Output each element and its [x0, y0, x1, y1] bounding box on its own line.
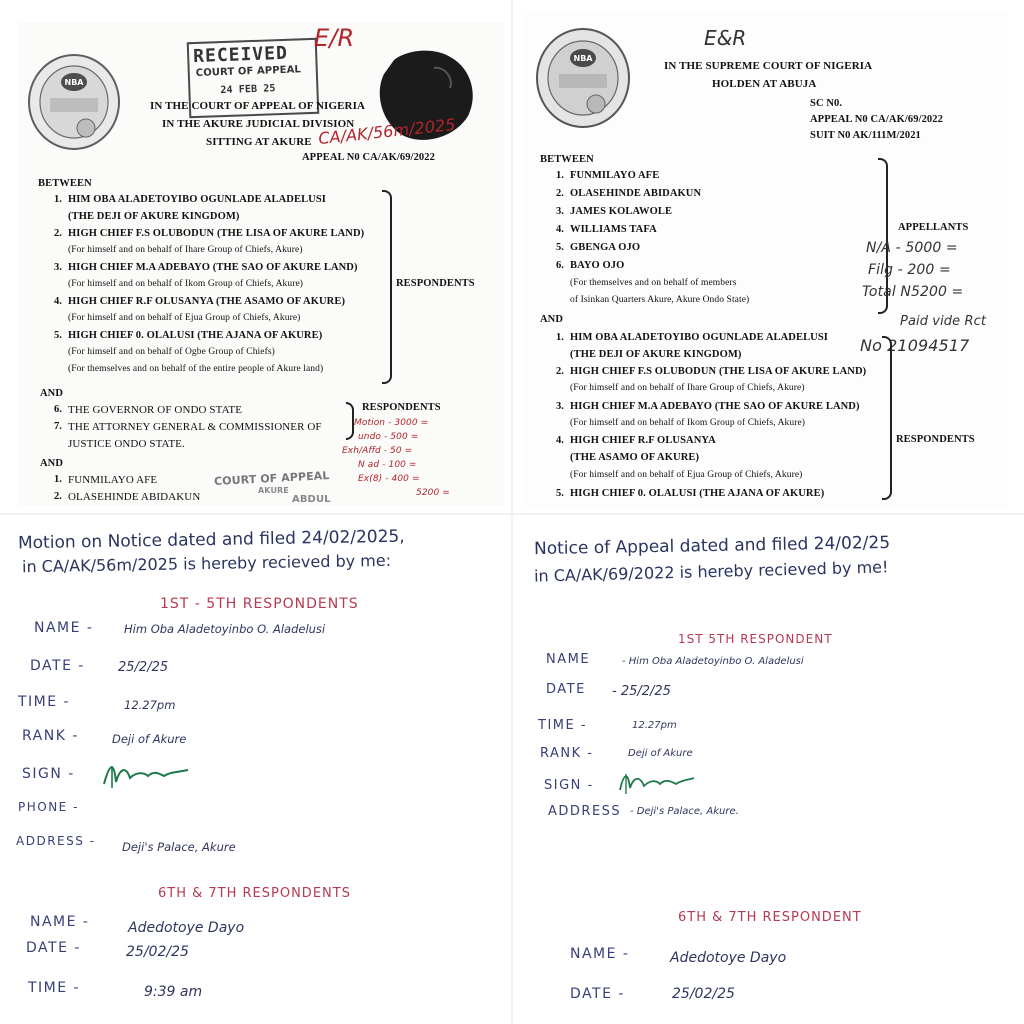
- field-value-time: 12.27pm: [124, 698, 176, 712]
- field-label-name: NAME -: [30, 914, 90, 930]
- party-number: 6.: [556, 260, 564, 271]
- court-title-line-1: IN THE COURT OF APPEAL OF NIGERIA: [150, 100, 366, 112]
- bottom-court-stamp-2: AKURE: [258, 486, 289, 495]
- party-name: HIM OBA ALADETOYIBO OGUNLADE ALADELUSI: [570, 332, 828, 343]
- fee-note: Motion - 3000 =: [354, 418, 429, 428]
- fee-note: Exh/Affd - 50 =: [342, 446, 413, 456]
- bottom-court-stamp-3: ABDUL: [292, 494, 331, 505]
- party-name: HIGH CHIEF F.S OLUBODUN (THE LISA OF AKURE LAND): [570, 366, 867, 377]
- sc-number: SC N0.: [810, 98, 843, 109]
- and-label: AND: [40, 388, 64, 399]
- between-label: BETWEEN: [38, 178, 92, 189]
- party-name: JAMES KOLAWOLE: [570, 206, 673, 217]
- field-label-sign: SIGN -: [544, 778, 594, 793]
- signature-icon: [616, 768, 696, 798]
- respondents-brace: [382, 190, 392, 384]
- party-number: 7.: [54, 421, 62, 432]
- party-number: 5.: [556, 488, 564, 499]
- party-name: HIGH CHIEF R.F OLUSANYA (THE ASAMO OF AKURE): [68, 296, 346, 307]
- field-value-time: 12.27pm: [632, 720, 677, 731]
- field-value-name: - Him Oba Aladetoyinbo O. Aladelusi: [622, 656, 804, 667]
- party-number: 3.: [556, 206, 564, 217]
- party-name: HIGH CHIEF 0. OLALUSI (THE AJANA OF AKURE): [570, 488, 825, 499]
- party-number: 1.: [556, 332, 564, 343]
- party-number: 5.: [54, 330, 62, 341]
- respondents-brace-b: [346, 402, 354, 440]
- field-label-date: DATE -: [570, 986, 625, 1002]
- respondents-label-b: RESPONDENTS: [362, 402, 441, 413]
- field-label-address: ADDRESS: [548, 804, 622, 819]
- field-label-time: TIME -: [18, 694, 71, 710]
- handwritten-receipt-appeal: [522, 522, 1010, 1012]
- field-value-address: - Deji's Palace, Akure.: [630, 806, 739, 817]
- stamp-received-text: RECEIVED: [192, 42, 289, 68]
- supreme-court-page: [522, 14, 1008, 506]
- handwritten-case-number: CA/AK/56m/2025: [317, 114, 457, 149]
- handwritten-receipt-motion: [14, 522, 504, 1012]
- field-label-name: NAME -: [34, 620, 94, 636]
- fee-note: 5200 =: [416, 488, 450, 498]
- receipt-number: No 21094517: [860, 336, 970, 355]
- handwritten-er-mark: E/R: [314, 24, 355, 52]
- party-name: BAYO OJO: [570, 260, 625, 271]
- field-value-rank: Deji of Akure: [112, 732, 187, 746]
- field-value-date: 25/02/25: [672, 986, 735, 1002]
- svg-text:NBA: NBA: [573, 54, 593, 63]
- field-value-time: 9:39 am: [144, 984, 203, 1000]
- nba-seal-icon: [26, 52, 122, 152]
- party-detail: (THE DEJI OF AKURE KINGDOM): [570, 349, 742, 360]
- field-label-rank: RANK -: [22, 728, 79, 744]
- and-label: AND: [540, 314, 564, 325]
- between-label: BETWEEN: [540, 154, 594, 165]
- party-detail: (For himself and on behalf of Ejua Group of Chiefs, Akure): [68, 313, 301, 323]
- handwritten-er-mark: E&R: [704, 26, 747, 50]
- party-name: WILLIAMS TAFA: [570, 224, 657, 235]
- party-name: JUSTICE ONDO STATE.: [68, 438, 185, 450]
- bottom-court-stamp: COURT OF APPEAL: [213, 468, 330, 489]
- stamp-date-text: 24 FEB 25: [220, 83, 276, 97]
- court-title-line-2: HOLDEN AT ABUJA: [712, 78, 817, 90]
- party-detail: (For himself and on behalf of Ikom Group of Chiefs, Akure): [68, 279, 304, 289]
- party-number: 4.: [54, 296, 62, 307]
- party-name: FUNMILAYO AFE: [68, 474, 158, 486]
- court-of-appeal-page: [18, 22, 504, 506]
- section-heading: 1ST 5TH RESPONDENT: [678, 632, 833, 646]
- party-number: 1.: [54, 194, 62, 205]
- respondents-label: RESPONDENTS: [396, 278, 475, 289]
- appellants-detail: (For themselves and on behalf of members: [570, 278, 737, 288]
- field-value-address: Deji's Palace, Akure: [122, 840, 236, 854]
- fee-note: Ex(8) - 400 =: [358, 474, 420, 484]
- section-heading-2: 6TH & 7TH RESPONDENT: [678, 910, 862, 925]
- collage-divider-vertical: [511, 0, 513, 1024]
- party-number: 3.: [556, 401, 564, 412]
- party-number: 2.: [54, 491, 62, 502]
- field-label-date: DATE -: [30, 658, 85, 674]
- field-value-name: Adedotoye Dayo: [128, 920, 245, 936]
- party-name: HIGH CHIEF M.A ADEBAYO (THE SAO OF AKURE LAND): [570, 401, 860, 412]
- party-name: GBENGA OJO: [570, 242, 641, 253]
- section-heading: 1ST - 5TH RESPONDENTS: [160, 596, 359, 612]
- stamp-court-text: COURT OF APPEAL: [195, 64, 302, 79]
- fee-note: N ad - 100 =: [358, 460, 417, 470]
- party-number: 2.: [556, 366, 564, 377]
- party-name: HIM OBA ALADETOYIBO OGUNLADE ALADELUSI: [68, 194, 326, 205]
- field-value-date: 25/2/25: [118, 660, 169, 675]
- party-name: HIGH CHIEF F.S OLUBODUN (THE LISA OF AKURE LAND): [68, 228, 365, 239]
- field-label-time: TIME -: [28, 980, 81, 996]
- court-title-line-1: IN THE SUPREME COURT OF NIGERIA: [664, 60, 873, 72]
- party-detail: (For himself and on behalf of Ejua Group of Chiefs, Akure): [570, 470, 803, 480]
- appeal-number: APPEAL N0 CA/AK/69/2022: [302, 152, 435, 163]
- field-label-date: DATE -: [26, 940, 81, 956]
- signature-icon: [100, 758, 192, 792]
- respondents-brace: [882, 336, 892, 500]
- field-value-date: 25/02/25: [126, 944, 189, 960]
- appellants-detail: of Isinkan Quarters Akure, Akure Ondo State): [570, 295, 750, 305]
- field-label-phone: PHONE -: [18, 800, 79, 814]
- party-detail: (THE ASAMO OF AKURE): [570, 452, 700, 463]
- section-heading-2: 6TH & 7TH RESPONDENTS: [158, 886, 351, 901]
- receipt-line-1: Motion on Notice dated and filed 24/02/2025,: [17, 526, 405, 554]
- fee-note: N/A - 5000 =: [866, 240, 958, 256]
- nba-seal-icon: [534, 26, 632, 130]
- party-name: HIGH CHIEF 0. OLALUSI (THE AJANA OF AKURE): [68, 330, 323, 341]
- party-detail: (For himself and on behalf of Ikom Group of Chiefs, Akure): [570, 418, 806, 428]
- party-number: 5.: [556, 242, 564, 253]
- party-number: 1.: [54, 474, 62, 485]
- collage-divider-horizontal: [0, 513, 1024, 515]
- party-number: 3.: [54, 262, 62, 273]
- party-number: 6.: [54, 404, 62, 415]
- fee-note: Filg - 200 =: [868, 262, 951, 278]
- field-label-rank: RANK -: [540, 746, 594, 761]
- appellants-label: APPELLANTS: [898, 222, 969, 233]
- receipt-line-2: in CA/AK/56m/2025 is hereby recieved by me:: [21, 550, 392, 577]
- party-detail: (For himself and on behalf of Ihare Group of Chiefs, Akure): [68, 245, 303, 255]
- field-label-date: DATE: [546, 682, 586, 697]
- party-name: HIGH CHIEF M.A ADEBAYO (THE SAO OF AKURE LAND): [68, 262, 358, 273]
- party-name: THE ATTORNEY GENERAL & COMMISSIONER OF: [68, 421, 322, 433]
- party-detail: (For themselves and on behalf of the entire people of Akure land): [68, 364, 324, 374]
- receipt-line-2: in CA/AK/69/2022 is hereby recieved by me!: [533, 557, 889, 586]
- suit-number: SUIT N0 AK/111M/2021: [810, 130, 921, 141]
- party-detail: (THE DEJI OF AKURE KINGDOM): [68, 211, 240, 222]
- party-name: OLASEHINDE ABIDAKUN: [68, 491, 201, 503]
- court-title-line-3: SITTING AT AKURE: [206, 136, 312, 148]
- fee-note: undo - 500 =: [358, 432, 419, 442]
- field-value-rank: Deji of Akure: [628, 748, 693, 759]
- field-label-name: NAME -: [570, 946, 630, 962]
- party-name: HIGH CHIEF R.F OLUSANYA: [570, 435, 716, 446]
- fee-note: Total N5200 =: [862, 284, 964, 300]
- party-number: 1.: [556, 170, 564, 181]
- appeal-number: APPEAL N0 CA/AK/69/2022: [810, 114, 943, 125]
- party-name: THE GOVERNOR OF ONDO STATE: [68, 404, 243, 416]
- party-number: 2.: [556, 188, 564, 199]
- field-value-date: - 25/2/25: [612, 684, 671, 699]
- field-value-name: Him Oba Aladetoyinbo O. Aladelusi: [124, 622, 326, 636]
- party-name: OLASEHINDE ABIDAKUN: [570, 188, 702, 199]
- field-label-sign: SIGN -: [22, 766, 75, 782]
- party-number: 2.: [54, 228, 62, 239]
- party-number: 4.: [556, 435, 564, 446]
- party-number: 4.: [556, 224, 564, 235]
- field-label-name: NAME: [546, 652, 591, 667]
- court-title-line-2: IN THE AKURE JUDICIAL DIVISION: [162, 118, 355, 130]
- field-value-name: Adedotoye Dayo: [670, 950, 787, 966]
- party-name: FUNMILAYO AFE: [570, 170, 660, 181]
- field-label-address: ADDRESS -: [16, 834, 96, 848]
- field-label-time: TIME -: [538, 718, 588, 733]
- receipt-label: Paid vide Rct: [900, 314, 987, 329]
- svg-text:NBA: NBA: [64, 78, 84, 87]
- party-detail: (For himself and on behalf of Ihare Group of Chiefs, Akure): [570, 383, 805, 393]
- party-detail: (For himself and on behalf of Ogbe Group of Chiefs): [68, 347, 275, 357]
- receipt-line-1: Notice of Appeal dated and filed 24/02/25: [533, 532, 891, 560]
- respondents-label: RESPONDENTS: [896, 434, 975, 445]
- and-label-2: AND: [40, 458, 64, 469]
